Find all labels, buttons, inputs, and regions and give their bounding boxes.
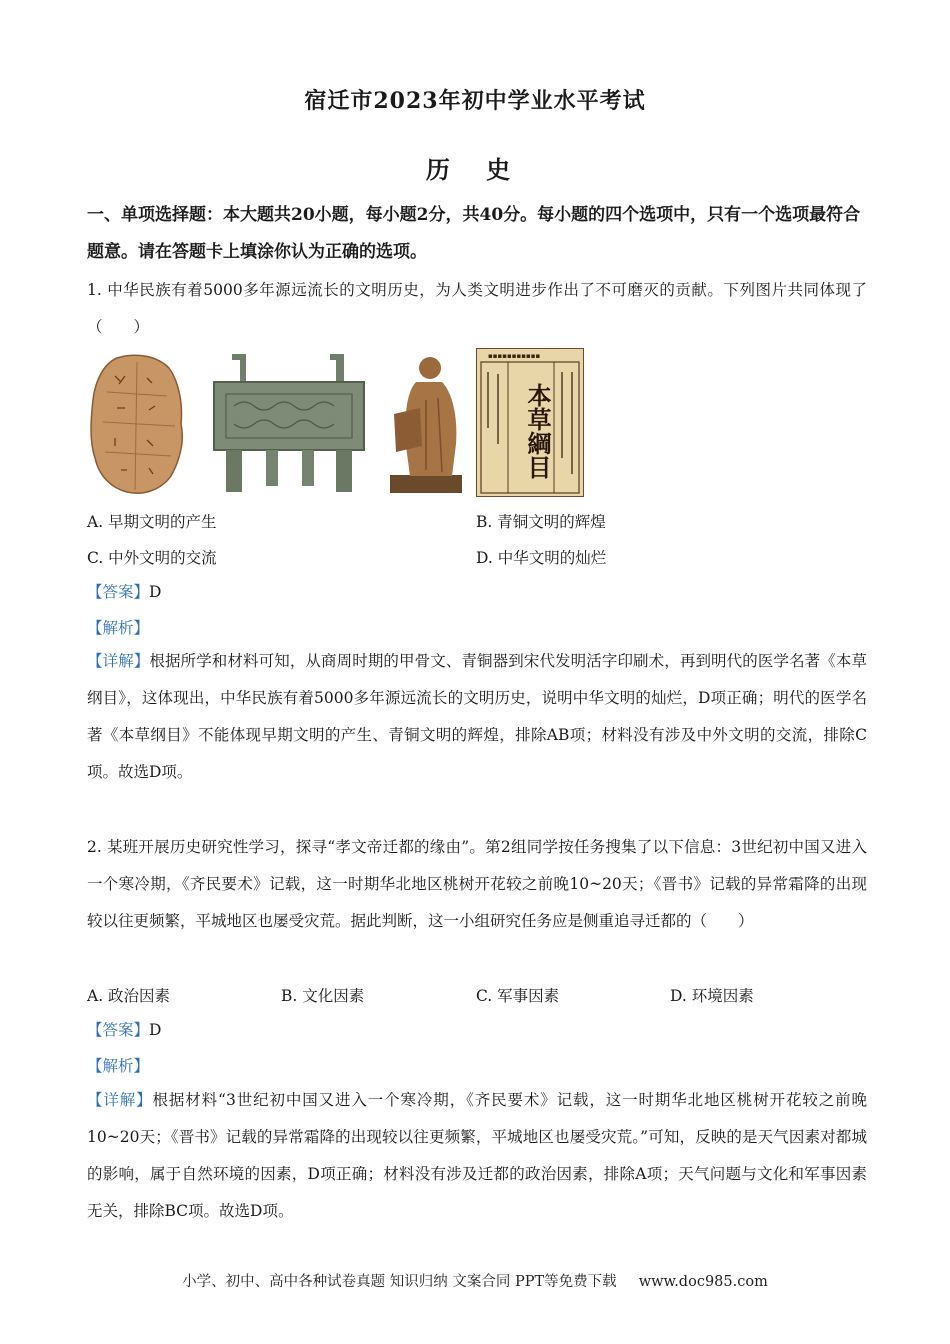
q1-answer (87, 582, 161, 602)
exam-title: 宿迁市2023年初中学业水平考试 (304, 88, 646, 114)
printer-statue-icon (386, 350, 466, 495)
q1-option-a: A. 早期文明的产生 (87, 513, 217, 531)
q1-detail (87, 643, 867, 791)
footer-url[interactable]: www.doc985.com (638, 1274, 768, 1290)
bronze-ding-icon (204, 350, 372, 498)
bencao-gangmu-cover-icon (476, 348, 584, 497)
q1-option-b: B. 青铜文明的辉煌 (476, 513, 606, 531)
q2-option-d: D. 环境因素 (670, 987, 754, 1005)
footer-text: 小学、初中、高中各种试卷真题 知识归纳 文案合同 PPT等免费下载 (182, 1274, 617, 1290)
q2-analysis-tag: 【解析】 (87, 1057, 150, 1075)
q2-detail (87, 1082, 867, 1230)
q1-option-d: D. 中华文明的灿烂 (476, 549, 607, 567)
q1-stem: 1. 中华民族有着5000多年源远流长的文明历史，为人类文明进步作出了不可磨灭的贡献。下列图片共同体现了（ ） (87, 281, 867, 336)
q1-analysis-tag: 【解析】 (87, 619, 150, 637)
subject-title: 历 史 (425, 155, 525, 184)
svg-text:▪▪▪▪▪▪▪▪▪▪▪: ▪▪▪▪▪▪▪▪▪▪▪ (488, 352, 541, 360)
q2-option-b: B. 文化因素 (281, 987, 365, 1005)
page-footer (0, 1270, 950, 1291)
q2-stem: 2. 某班开展历史研究性学习，探寻“孝文帝迁都的缘由”。第2组同学按任务搜集了以下信息：3世纪初中国又进入一个寒冷期，《齐民要术》记载，这一时期华北地区桃树开花较之前晚10~20天；《晋书》记载的异常霜降的出现较以往更频繁，平城地区也屡受灾荒。据此判断，这一小组研究任务应是侧重追寻迁都的（ ） (87, 838, 867, 930)
detail-tag: 【详解】 (87, 1091, 153, 1109)
oracle-bone-icon (87, 352, 187, 497)
answer-value: D (149, 583, 162, 601)
q1-option-c: C. 中外文明的交流 (87, 549, 217, 567)
detail-tag: 【详解】 (87, 652, 150, 670)
book-cover-title: 本草綱目 (523, 382, 552, 479)
answer-value: D (149, 1021, 162, 1039)
detail-text: 根据所学和材料可知，从商周时期的甲骨文、青铜器到宋代发明活字印刷术，再到明代的医学名著《本草纲目》，这体现出，中华民族有着5000多年源远流长的文明历史，说明中华文明的灿烂，D项正确；明代的医学名著《本草纲目》不能体现早期文明的产生、青铜文明的辉煌，排除AB项；材料没有涉及中外文明的交流，排除C项。故选D项。 (87, 652, 867, 781)
q2-answer (87, 1020, 161, 1040)
q2-option-a: A. 政治因素 (87, 987, 171, 1005)
detail-text: 根据材料“3世纪初中国又进入一个寒冷期，《齐民要术》记载，这一时期华北地区桃树开花较之前晚10~20天；《晋书》记载的异常霜降的出现较以往更频繁，平城地区也屡受灾荒。”可知，反映的是天气因素对都城的影响，属于自然环境的因素，D项正确；材料没有涉及迁都的政治因素，排除A项；天气问题与文化和军事因素无关，排除BC项。故选D项。 (87, 1091, 867, 1220)
answer-tag: 【答案】 (87, 583, 150, 601)
answer-tag: 【答案】 (87, 1021, 150, 1039)
q2-option-c: C. 军事因素 (476, 987, 560, 1005)
section-heading: 一、单项选择题：本大题共20小题，每小题2分，共40分。每小题的四个选项中，只有一个选项最符合题意。请在答题卡上填涂你认为正确的选项。 (87, 205, 861, 262)
